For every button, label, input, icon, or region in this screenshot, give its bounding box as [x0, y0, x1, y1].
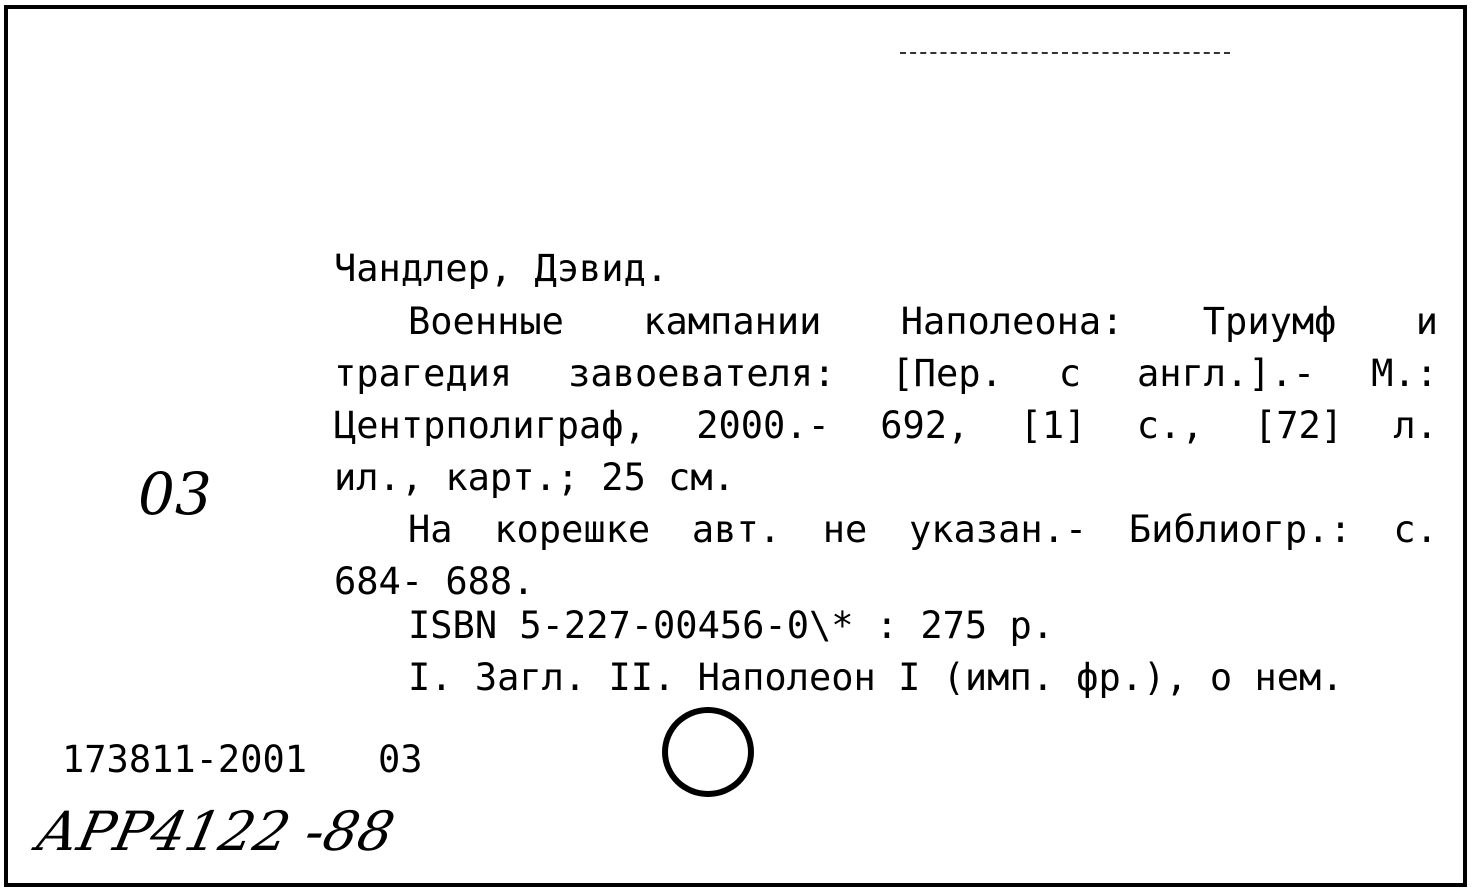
word: указан.- [908, 508, 1088, 551]
note-line-1 [408, 504, 1438, 556]
word: М.: [1371, 352, 1438, 395]
word: [1] [1019, 404, 1087, 447]
subjects-line: I. Загл. II. Наполеон I (имп. фр.), о нем. [408, 656, 1344, 699]
title-line-2 [334, 348, 1438, 400]
author-heading: Чандлер, Дэвид. [334, 247, 669, 290]
word: На [408, 508, 453, 551]
word: корешке [494, 508, 651, 551]
word: трагедия [334, 352, 513, 395]
word: Военные [408, 300, 564, 343]
accession-number: 173811-2001 [62, 738, 308, 781]
note-line-2: 684- 688. [334, 560, 535, 603]
word: Библиогр.: [1128, 508, 1352, 551]
word: англ.].- [1136, 352, 1316, 395]
handwritten-number: АРР4122 -88 [31, 800, 400, 863]
word: Триумф [1202, 300, 1337, 343]
handwritten-code: 03 [138, 460, 212, 528]
word: не [822, 508, 868, 551]
word: с., [1136, 404, 1204, 447]
word: с [1058, 352, 1082, 395]
punch-hole [662, 707, 754, 797]
word: кампании [643, 300, 822, 343]
word: Наполеона: [900, 300, 1124, 343]
isbn-line: ISBN 5-227-00456-0\* : 275 р. [408, 604, 1055, 647]
word: 692, [880, 404, 970, 447]
word: и [1415, 300, 1438, 343]
word: [72] [1253, 404, 1344, 447]
word: [Пер. [891, 352, 1003, 395]
word: завоевателя: [568, 352, 836, 395]
word: с. [1393, 508, 1438, 551]
title-line-3 [334, 400, 1438, 452]
word: Центрполиграф, [334, 404, 646, 447]
divider-line [900, 52, 1230, 54]
accession-code: 03 [378, 738, 423, 781]
word: авт. [691, 508, 782, 551]
word: л. [1393, 404, 1438, 447]
title-line-1 [408, 296, 1438, 348]
word: 2000.- [696, 404, 830, 447]
title-line-4: ил., карт.; 25 см. [334, 456, 735, 499]
